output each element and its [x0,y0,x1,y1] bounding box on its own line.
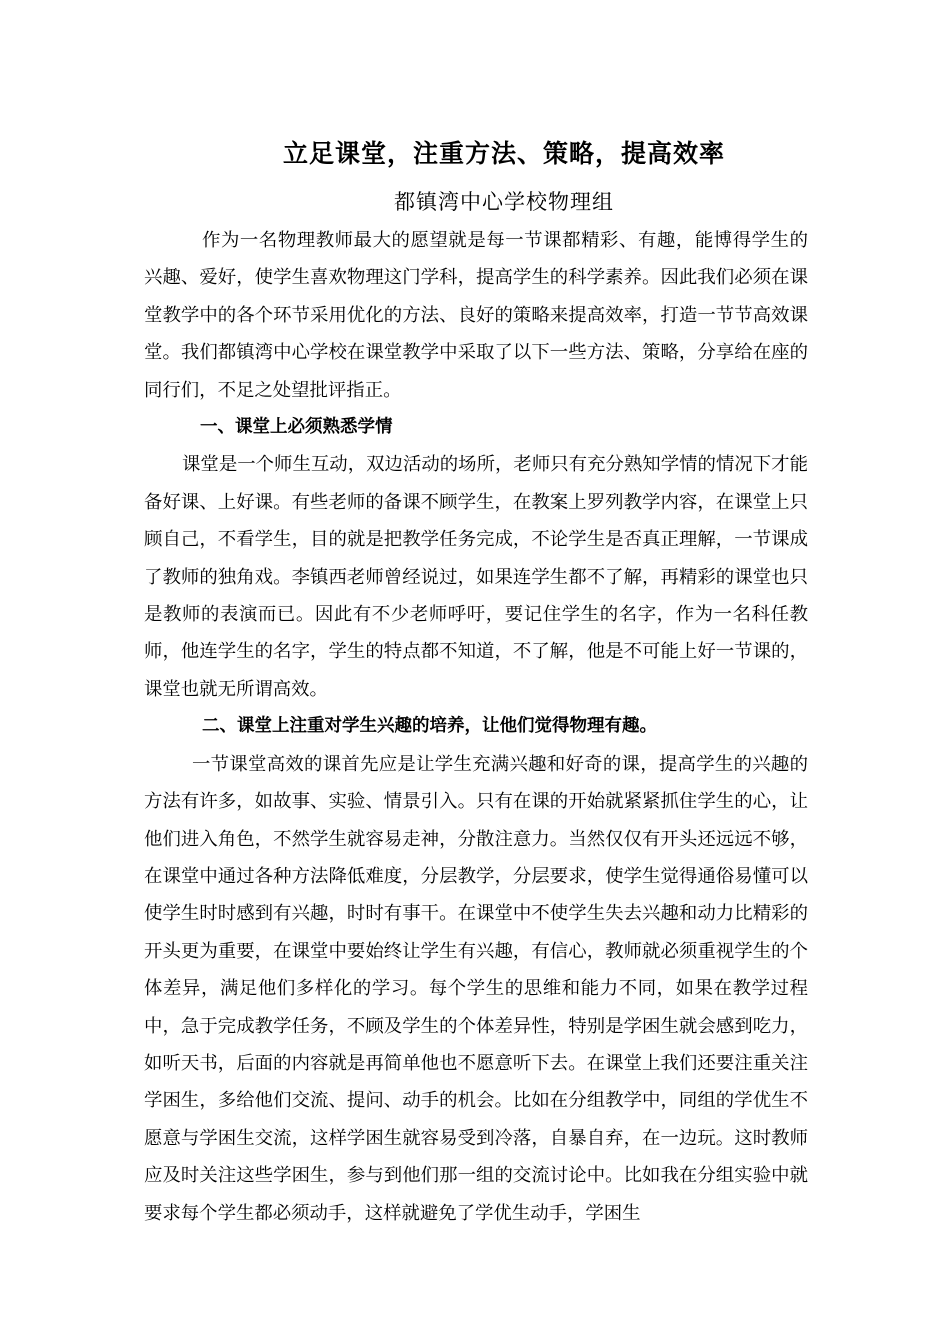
document-body [144,222,808,1232]
section-2-heading: 二、课堂上注重对学生兴趣的培养，让他们觉得物理有趣。 [202,716,657,737]
section-2-paragraph: 一节课堂高效的课首先应是让学生充满兴趣和好奇的课，提高学生的兴趣的方法有许多，如故事、实验、情景引入。只有在课的开始就紧紧抓住学生的心，让他们进入角色，不然学生就容易走神，分散注意力。当然仅仅有开头还远远不够，在课堂中通过各种方法降低难度，分层教学，分层要求，使学生觉得通俗易懂可以使学生时时感到有兴趣，时时有事干。在课堂中不使学生失去兴趣和动力比精彩的开头更为重要，在课堂中要始终让学生有兴趣，有信心，教师就必须重视学生的个体差异，满足他们多样化的学习。每个学生的思维和能力不同，如果在教学过程中，急于完成教学任务，不顾及学生的个体差异性，特别是学困生就会感到吃力，如听天书，后面的内容就是再简单他也不愿意听下去。在课堂上我们还要注重关注学困生，多给他们交流、提问、动手的机会。比如在分组教学中，同组的学优生不愿意与学困生交流，这样学困生就容易受到冷落，自暴自弃，在一边玩。这时教师应及时关注这些学困生，参与到他们那一组的交流讨论中。比如我在分组实验中就要求每个学生都必须动手，这样就避免了学优生动手，学困生 [144,753,808,1224]
section-1-heading: 一、课堂上必须熟悉学情 [200,417,393,438]
intro-paragraph: 作为一名物理教师最大的愿望就是每一节课都精彩、有趣，能博得学生的兴趣、爱好，使学生喜欢物理这门学科，提高学生的科学素养。因此我们必须在课堂教学中的各个环节采用优化的方法、良好的策略来提高效率，打造一节节高效课堂。我们都镇湾中心学校在课堂教学中采取了以下一些方法、策略，分享给在座的同行们，不足之处望批评指正。 [144,230,808,401]
document-subtitle: 都镇湾中心学校物理组 [394,190,614,214]
section-1-paragraph: 课堂是一个师生互动，双边活动的场所，老师只有充分熟知学情的情况下才能备好课、上好课。有些老师的备课不顾学生，在教案上罗列教学内容，在课堂上只顾自己，不看学生，目的就是把教学任务完成，不论学生是否真正理解，一节课成了教师的独角戏。李镇西老师曾经说过，如果连学生都不了解，再精彩的课堂也只是教师的表演而已。因此有不少老师呼吁，要记住学生的名字，作为一名科任教师，他连学生的名字，学生的特点都不知道，不了解，他是不可能上好一节课的，课堂也就无所谓高效。 [144,454,808,700]
document-title: 立足课堂，注重方法、策略，提高效率 [282,139,725,168]
